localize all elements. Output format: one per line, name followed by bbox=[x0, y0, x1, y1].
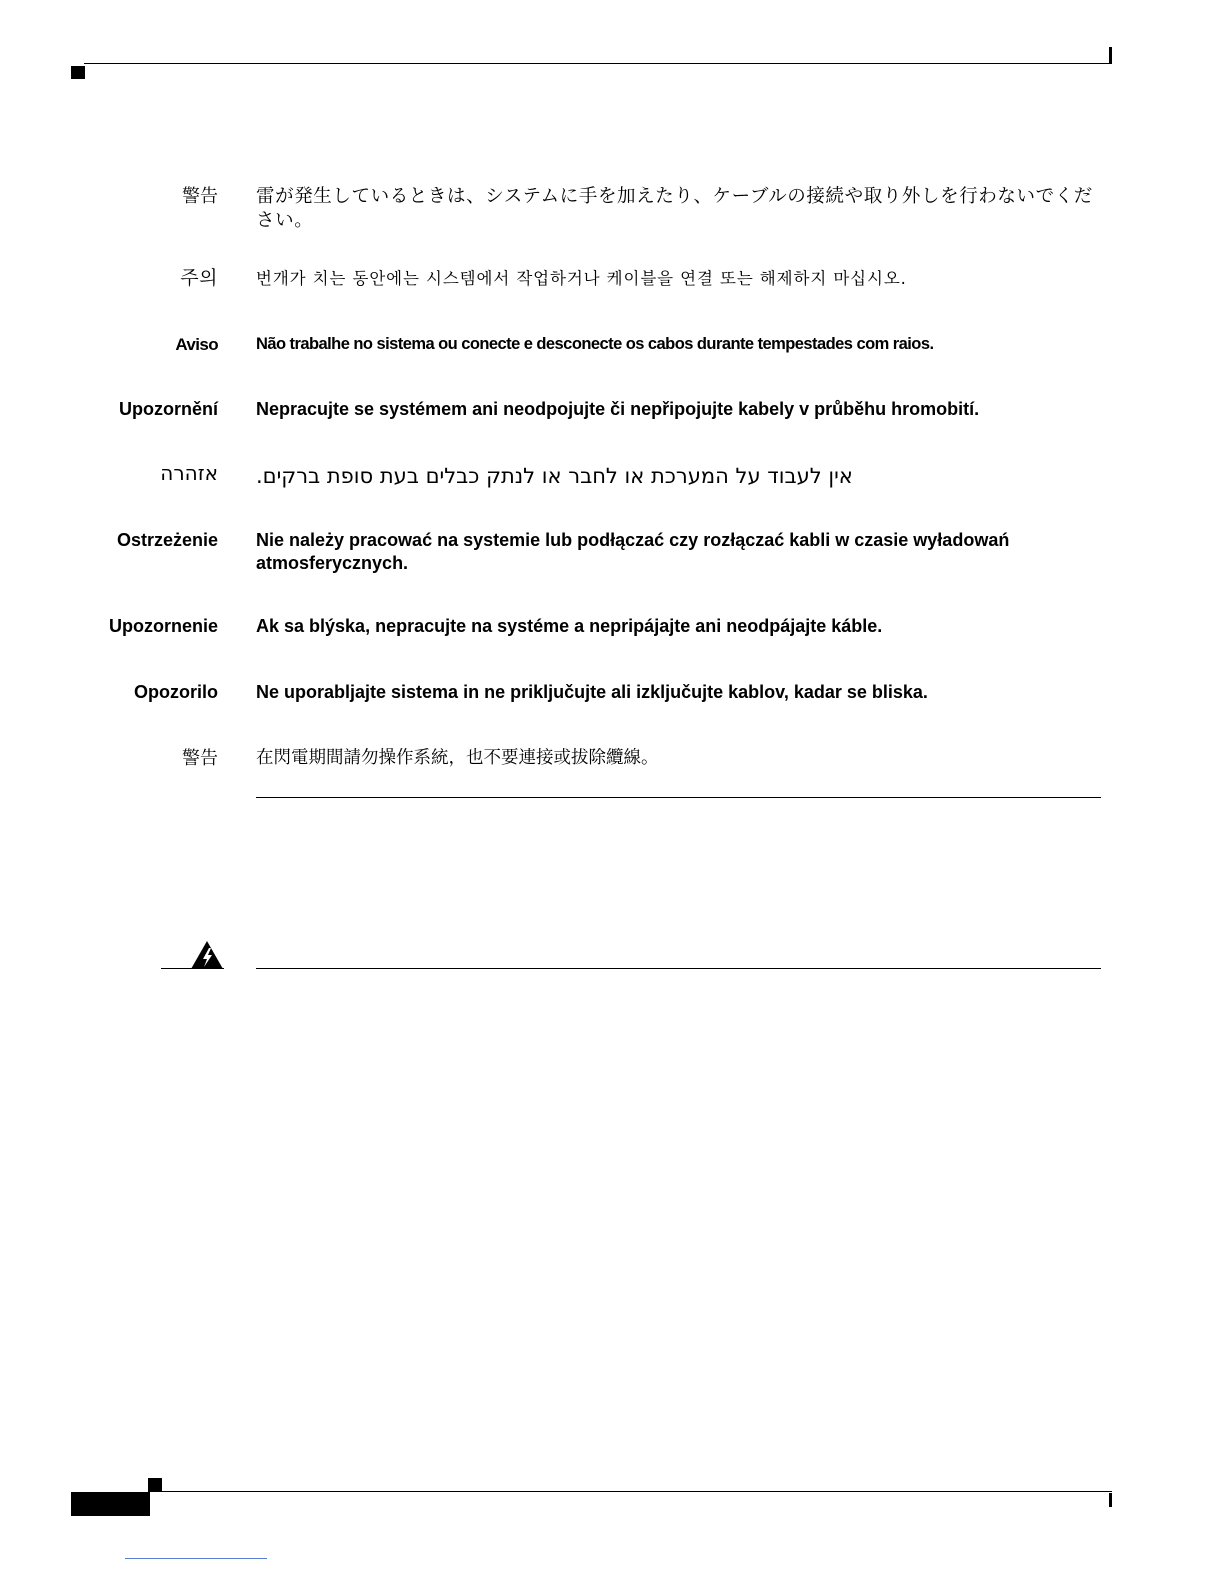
warning-triangle-icon bbox=[189, 939, 225, 971]
warning-label: אזהרה bbox=[160, 461, 218, 485]
warning-text: 在閃電期間請勿操作系統，也不要連接或拔除纜線。 bbox=[256, 748, 659, 768]
warning-text: Não trabalhe no sistema ou conecte e desconecte os cabos durante tempestades com raios. bbox=[256, 335, 934, 353]
warning-label: Opozorilo bbox=[134, 682, 218, 702]
warning-block-rule bbox=[256, 968, 1101, 969]
footer-link-underline[interactable] bbox=[125, 1558, 267, 1559]
warning-label: Upozornění bbox=[119, 399, 218, 419]
warning-text: 雷が発生しているときは、システムに手を加えたり、ケーブルの接続や取り外しを行わないでください。 bbox=[256, 186, 1093, 231]
footer-tick bbox=[1109, 1493, 1112, 1507]
header-rule bbox=[84, 63, 1112, 64]
warning-text: Nie należy pracować na systemie lub podłączać czy rozłączać kabli w czasie wyładowań atmosferycznych. bbox=[256, 530, 1010, 573]
warning-text: Ak sa blýska, nepracujte na systéme a nepripájajte ani neodpájajte káble. bbox=[256, 616, 883, 636]
header-tick bbox=[1109, 47, 1112, 64]
warning-text: Nepracujte se systémem ani neodpojujte či nepřipojujte kabely v průběhu hromobití. bbox=[256, 399, 980, 419]
warning-label: Ostrzeżenie bbox=[116, 530, 218, 550]
footer-bar bbox=[71, 1492, 150, 1516]
warning-icon-underline bbox=[161, 968, 224, 969]
warning-text: 번개가 치는 동안에는 시스템에서 작업하거나 케이블을 연결 또는 해제하지 마십시오. bbox=[256, 269, 907, 288]
warning-label: 警告 bbox=[182, 748, 218, 769]
footer-rule bbox=[148, 1491, 1112, 1492]
warning-text-rtl: אין לעבוד על המערכת או לחבר או לנתק כבלים בעת סופת ברקים. bbox=[256, 464, 853, 488]
warning-label: 주의 bbox=[180, 267, 218, 289]
footer-marker-square bbox=[148, 1478, 162, 1492]
warning-text bbox=[256, 462, 1101, 490]
header-marker-square bbox=[71, 66, 85, 79]
warning-label: Aviso bbox=[175, 335, 218, 354]
section-end-rule bbox=[256, 797, 1101, 798]
warning-label: 警告 bbox=[182, 186, 218, 207]
warning-text: Ne uporabljajte sistema in ne priključujte ali izključujte kablov, kadar se bliska. bbox=[256, 682, 928, 702]
warning-label: Upozornenie bbox=[108, 616, 218, 636]
